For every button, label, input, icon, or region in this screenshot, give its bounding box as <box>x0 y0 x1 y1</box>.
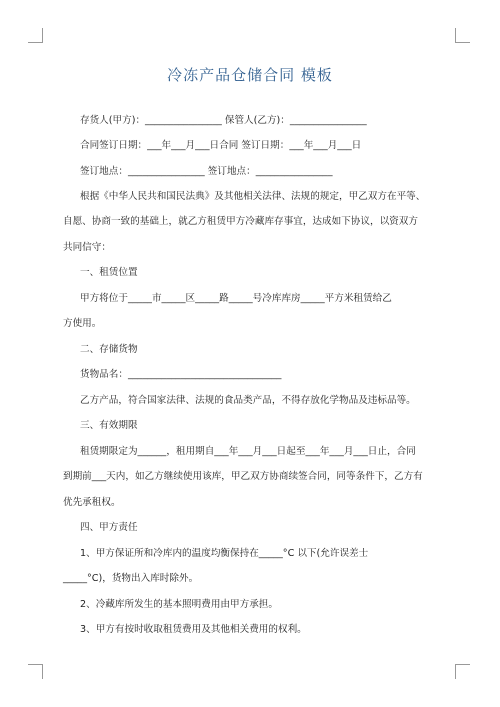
preamble-line-3: 共同信守： <box>63 242 111 253</box>
clause-3-line-2: 到期前___天内，如乙方继续使用该库，甲乙双方协商续签合同，同等条件下，乙方有 <box>63 471 423 482</box>
page-corner-mark-bottom-right <box>455 664 470 679</box>
clause-4-item-1-line-1: 1、甲方保证所和冷库内的温度均衡保持在_____°C 以下(允许误差士 <box>80 548 369 559</box>
clause-4-item-2: 2、冷藏库所发生的基本照明费用由甲方承担。 <box>80 599 278 610</box>
signing-place-line: 签订地点：________________ 签订地点：________________ <box>80 166 333 177</box>
section-heading-4: 四、甲方责任 <box>80 522 138 533</box>
clause-1-line-2: 方使用。 <box>63 318 102 329</box>
preamble-line-1: 根据《中华人民共和国民法典》及其他相关法律、法规的规定，甲乙双方在平等、 <box>80 191 426 202</box>
clause-3-line-3: 优先承租权。 <box>63 497 121 508</box>
signing-date-line: 合同签订日期：___年___月___日合同 签订日期：___年___月___日 <box>80 140 362 151</box>
page-corner-mark-top-right <box>455 28 470 43</box>
clause-4-item-3: 3、甲方有按时收取租赁费用及其他相关费用的权利。 <box>80 624 307 635</box>
clause-4-item-1-line-2: _____°C)，货物出入库时除外。 <box>63 573 199 584</box>
party-names-line: 存货人(甲方)：________________ 保管人(乙方)：________________ <box>80 115 367 126</box>
clause-1-line-1: 甲方将位于_____市_____区_____路_____号冷库库房_____平方米租赁给乙 <box>80 293 392 304</box>
section-heading-1: 一、租赁位置 <box>80 267 138 278</box>
document-title: 冷冻产品仓储合同 模板 <box>167 66 333 84</box>
clause-3-line-1: 租赁期限定为______，租用期自___年___月___日起至___年___月___日止，合同 <box>80 446 416 457</box>
goods-name-line: 货物品名：________________________________ <box>80 369 282 380</box>
clause-2-line: 乙方产品，符合国家法律、法规的食品类产品，不得存放化学物品及违标品等。 <box>80 395 416 406</box>
preamble-line-2: 自愿、协商一致的基础上，就乙方租赁甲方冷藏库存事宜，达成如下协议，以资双方 <box>63 216 418 227</box>
section-heading-3: 三、有效期限 <box>80 420 138 431</box>
section-heading-2: 二、存储货物 <box>80 344 138 355</box>
page-corner-mark-bottom-left <box>28 664 43 679</box>
page-corner-mark-top-left <box>28 28 43 43</box>
